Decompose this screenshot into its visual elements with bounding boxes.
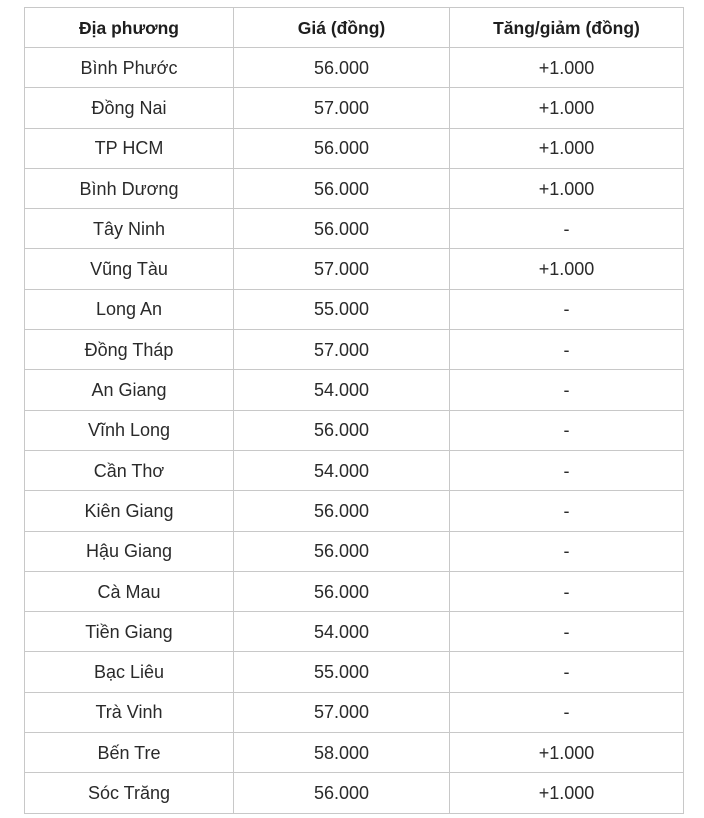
- cell-price: 56.000: [234, 209, 450, 249]
- price-table-container: [24, 7, 684, 814]
- cell-price: 57.000: [234, 692, 450, 732]
- cell-change: -: [450, 370, 684, 410]
- cell-region: Bến Tre: [25, 733, 234, 773]
- table-row: [25, 450, 684, 490]
- cell-price: 57.000: [234, 330, 450, 370]
- cell-change: -: [450, 692, 684, 732]
- cell-change: -: [450, 330, 684, 370]
- cell-region: TP HCM: [25, 128, 234, 168]
- cell-price: 56.000: [234, 168, 450, 208]
- cell-region: An Giang: [25, 370, 234, 410]
- cell-region: Sóc Trăng: [25, 773, 234, 813]
- cell-price: 56.000: [234, 410, 450, 450]
- cell-change: -: [450, 491, 684, 531]
- cell-change: -: [450, 531, 684, 571]
- table-row: [25, 612, 684, 652]
- cell-price: 58.000: [234, 733, 450, 773]
- cell-change: -: [450, 289, 684, 329]
- table-row: [25, 491, 684, 531]
- table-row: [25, 531, 684, 571]
- cell-price: 56.000: [234, 128, 450, 168]
- table-row: [25, 410, 684, 450]
- header-row: [25, 8, 684, 48]
- table-row: [25, 289, 684, 329]
- table-row: [25, 370, 684, 410]
- cell-price: 56.000: [234, 491, 450, 531]
- table-row: [25, 330, 684, 370]
- cell-region: Bình Phước: [25, 48, 234, 88]
- table-row: [25, 773, 684, 813]
- column-header-price: Giá (đồng): [234, 8, 450, 48]
- cell-change: -: [450, 450, 684, 490]
- table-row: [25, 168, 684, 208]
- table-row: [25, 249, 684, 289]
- table-row: [25, 128, 684, 168]
- cell-region: Bạc Liêu: [25, 652, 234, 692]
- cell-region: Kiên Giang: [25, 491, 234, 531]
- cell-change: +1.000: [450, 88, 684, 128]
- cell-change: +1.000: [450, 48, 684, 88]
- table-row: [25, 733, 684, 773]
- cell-change: +1.000: [450, 249, 684, 289]
- table-header: [25, 8, 684, 48]
- table-row: [25, 652, 684, 692]
- cell-price: 56.000: [234, 773, 450, 813]
- cell-price: 56.000: [234, 531, 450, 571]
- cell-region: Hậu Giang: [25, 531, 234, 571]
- cell-change: -: [450, 209, 684, 249]
- cell-price: 54.000: [234, 450, 450, 490]
- column-header-change: Tăng/giảm (đồng): [450, 8, 684, 48]
- cell-price: 56.000: [234, 571, 450, 611]
- cell-region: Vũng Tàu: [25, 249, 234, 289]
- cell-price: 55.000: [234, 652, 450, 692]
- cell-price: 54.000: [234, 612, 450, 652]
- cell-change: -: [450, 571, 684, 611]
- cell-region: Tây Ninh: [25, 209, 234, 249]
- table-row: [25, 692, 684, 732]
- column-header-region: Địa phương: [25, 8, 234, 48]
- cell-change: +1.000: [450, 168, 684, 208]
- table-body: [25, 48, 684, 814]
- table-row: [25, 88, 684, 128]
- cell-region: Đồng Tháp: [25, 330, 234, 370]
- cell-change: +1.000: [450, 733, 684, 773]
- cell-region: Long An: [25, 289, 234, 329]
- cell-price: 57.000: [234, 249, 450, 289]
- cell-region: Cần Thơ: [25, 450, 234, 490]
- cell-region: Bình Dương: [25, 168, 234, 208]
- cell-region: Đồng Nai: [25, 88, 234, 128]
- cell-price: 56.000: [234, 48, 450, 88]
- cell-price: 54.000: [234, 370, 450, 410]
- cell-change: -: [450, 652, 684, 692]
- table-row: [25, 571, 684, 611]
- cell-change: -: [450, 410, 684, 450]
- price-table: [24, 7, 684, 814]
- table-row: [25, 48, 684, 88]
- cell-change: +1.000: [450, 773, 684, 813]
- cell-region: Tiền Giang: [25, 612, 234, 652]
- cell-price: 57.000: [234, 88, 450, 128]
- cell-region: Vĩnh Long: [25, 410, 234, 450]
- cell-region: Trà Vinh: [25, 692, 234, 732]
- cell-change: +1.000: [450, 128, 684, 168]
- cell-change: -: [450, 612, 684, 652]
- table-row: [25, 209, 684, 249]
- cell-price: 55.000: [234, 289, 450, 329]
- cell-region: Cà Mau: [25, 571, 234, 611]
